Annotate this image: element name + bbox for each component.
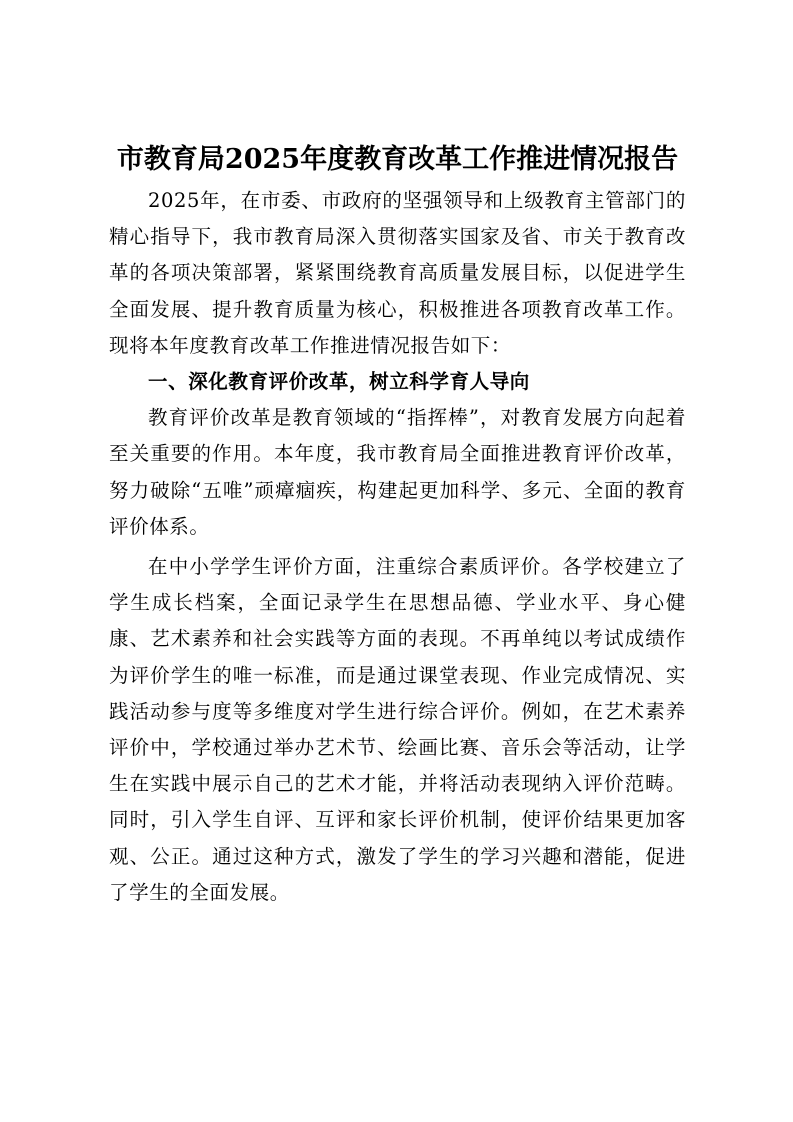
section-1-paragraph-1: 教育评价改革是教育领域的“指挥棒”，对教育发展方向起着至关重要的作用。本年度，我市教育局全面推进教育评价改革，努力破除“五唯”顽瘴痼疾，构建起更加科学、多元、全面的教育评价体系。	[109, 406, 686, 538]
document-page	[109, 141, 686, 911]
document-title: 市教育局2025年度教育改革工作推进情况报告	[116, 144, 679, 175]
intro-paragraph: 2025年，在市委、市政府的坚强领导和上级教育主管部门的精心指导下，我市教育局深入贯彻落实国家及省、市关于教育改革的各项决策部署，紧紧围绕教育高质量发展目标，以促进学生全面发展、提升教育质量为核心，积极推进各项教育改革工作。现将本年度教育改革工作推进情况报告如下：	[109, 189, 686, 357]
section-1-heading: 一、深化教育评价改革，树立科学育人导向	[148, 370, 530, 394]
section-1-paragraph-2: 在中小学学生评价方面，注重综合素质评价。各学校建立了学生成长档案，全面记录学生在思想品德、学业水平、身心健康、艺术素养和社会实践等方面的表现。不再单纯以考试成绩作为评价学生的唯一标准，而是通过课堂表现、作业完成情况、实践活动参与度等多维度对学生进行综合评价。例如，在艺术素养评价中，学校通过举办艺术节、绘画比赛、音乐会等活动，让学生在实践中展示自己的艺术才能，并将活动表现纳入评价范畴。同时，引入学生自评、互评和家长评价机制，使评价结果更加客观、公正。通过这种方式，激发了学生的学习兴趣和潜能，促进了学生的全面发展。	[109, 555, 686, 904]
